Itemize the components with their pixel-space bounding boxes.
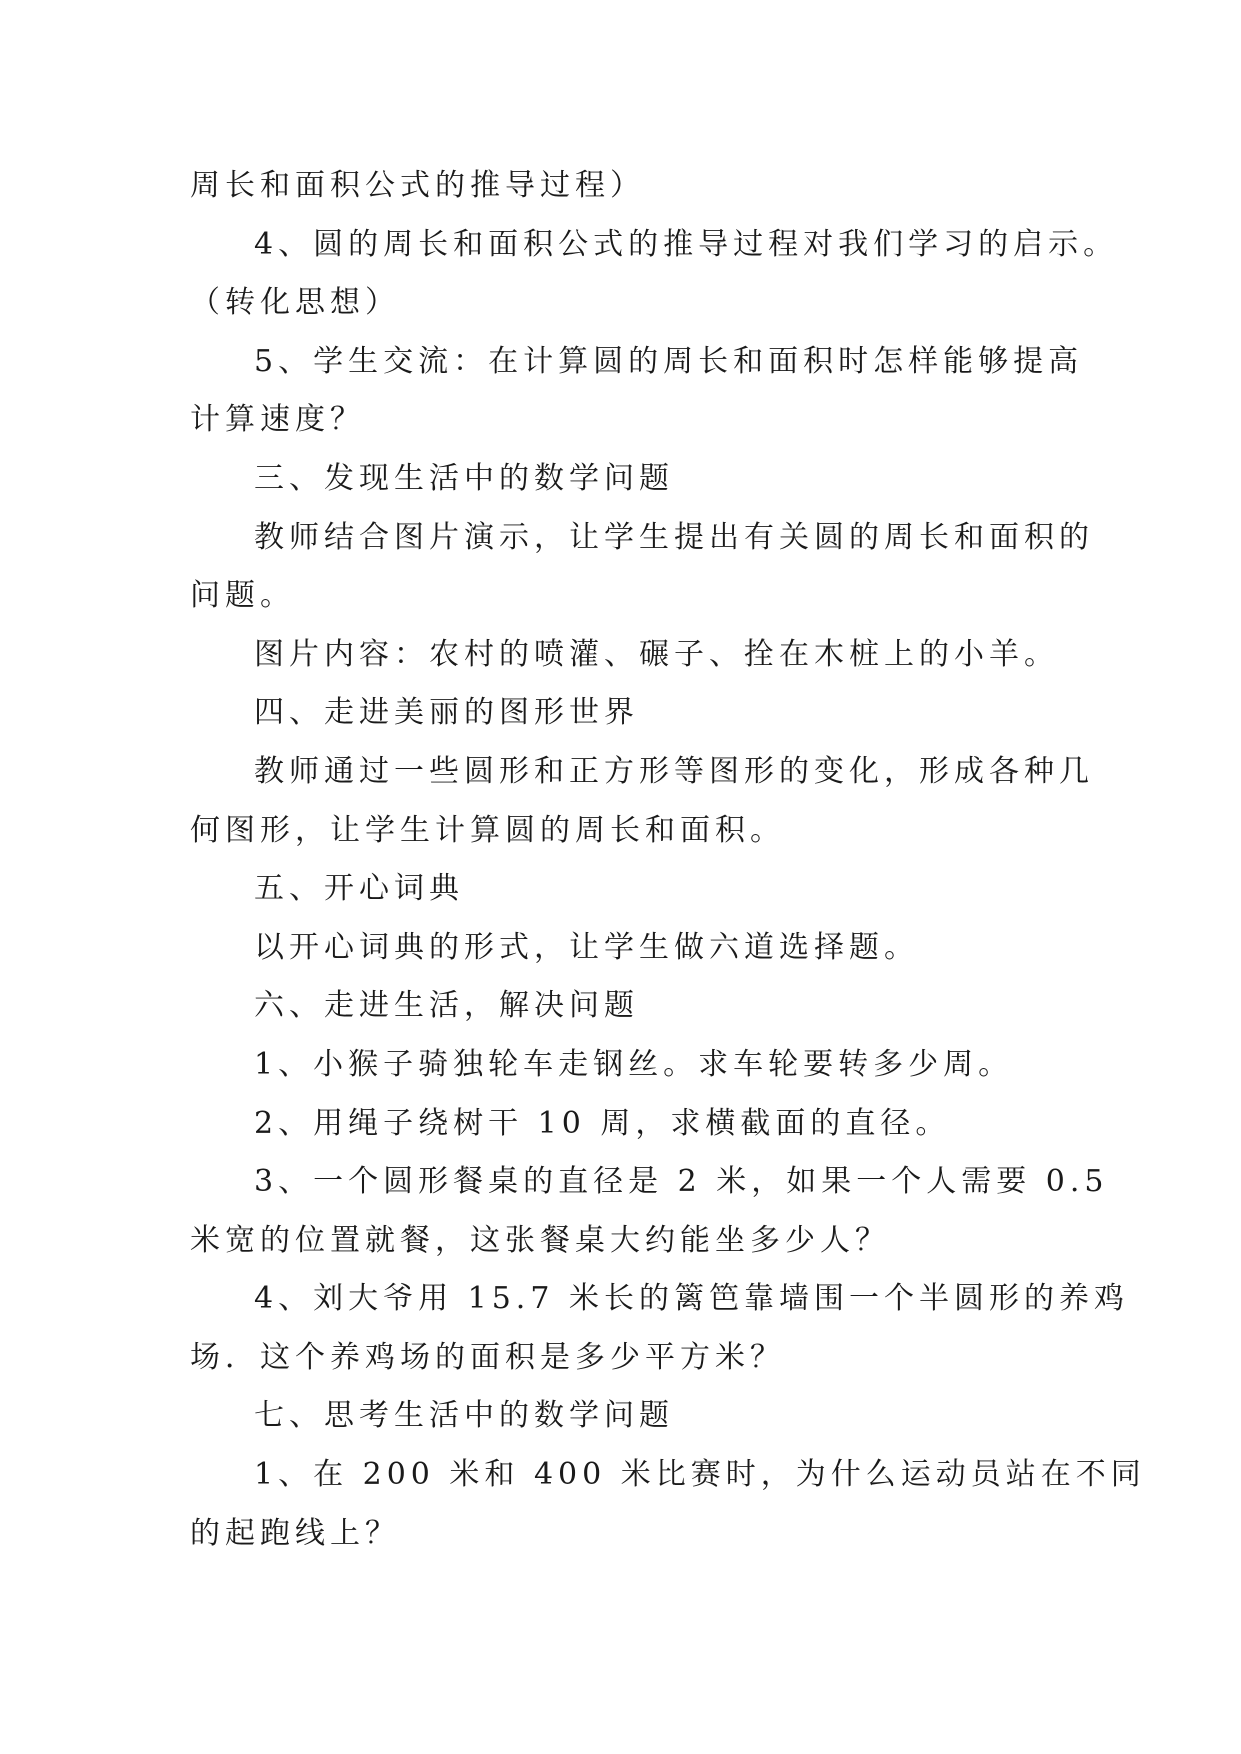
- text-line: 4、刘大爷用 15.7 米长的篱笆靠墙围一个半圆形的养鸡: [254, 1281, 1129, 1317]
- text-line: 计算速度？: [190, 402, 365, 438]
- text-line: 的起跑线上？: [190, 1515, 400, 1551]
- text-line: 1、小猴子骑独轮车走钢丝。求车轮要转多少周。: [254, 1046, 1014, 1082]
- text-line: 5、学生交流：在计算圆的周长和面积时怎样能够提高: [254, 343, 1084, 379]
- text-line: （转化思想）: [190, 285, 400, 321]
- text-line: 场．这个养鸡场的面积是多少平方米？: [190, 1339, 785, 1375]
- section-heading: 三、发现生活中的数学问题: [254, 460, 674, 496]
- text-line: 以开心词典的形式，让学生做六道选择题。: [254, 929, 919, 965]
- text-line: 何图形，让学生计算圆的周长和面积。: [190, 812, 785, 848]
- section-heading: 六、走进生活，解决问题: [254, 988, 639, 1024]
- text-line: 1、在 200 米和 400 米比赛时，为什么运动员站在不同: [254, 1457, 1146, 1493]
- section-heading: 七、思考生活中的数学问题: [254, 1398, 674, 1434]
- text-line: 4、圆的周长和面积公式的推导过程对我们学习的启示。: [254, 226, 1119, 262]
- text-line: 教师结合图片演示，让学生提出有关圆的周长和面积的: [254, 519, 1094, 555]
- section-heading: 四、走进美丽的图形世界: [254, 695, 639, 731]
- text-line: 图片内容：农村的喷灌、碾子、拴在木桩上的小羊。: [254, 636, 1059, 672]
- text-line: 米宽的位置就餐，这张餐桌大约能坐多少人？: [190, 1222, 890, 1258]
- text-line: 2、用绳子绕树干 10 周，求横截面的直径。: [254, 1105, 951, 1141]
- document-page: [190, 157, 1146, 1563]
- text-line: 3、一个圆形餐桌的直径是 2 米，如果一个人需要 0.5: [254, 1164, 1109, 1200]
- text-line: 周长和面积公式的推导过程）: [190, 168, 645, 203]
- text-line: 问题。: [190, 578, 295, 614]
- text-line: 教师通过一些圆形和正方形等图形的变化，形成各种几: [254, 753, 1094, 789]
- section-heading: 五、开心词典: [254, 871, 464, 907]
